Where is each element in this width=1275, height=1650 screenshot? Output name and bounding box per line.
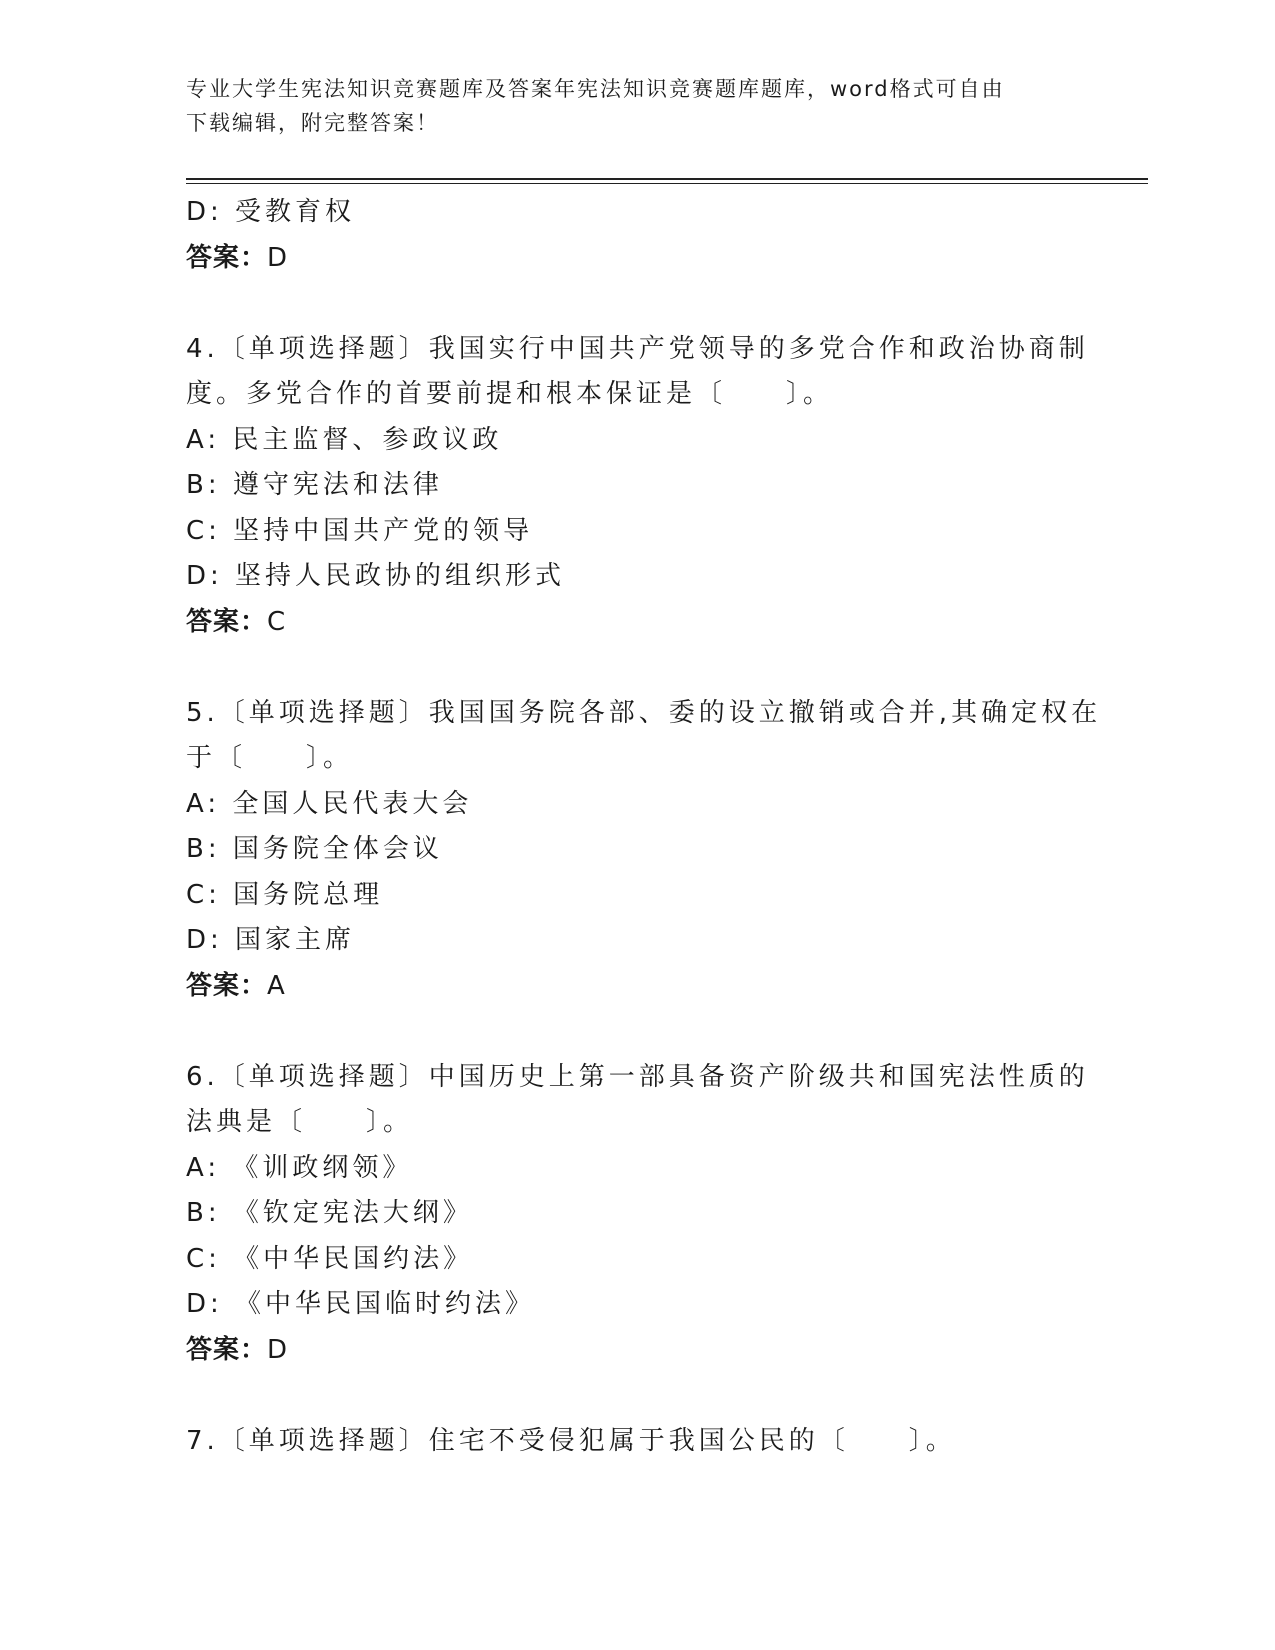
answer-label: 答案：	[186, 1334, 268, 1365]
answer-line	[186, 964, 1086, 1010]
option-a: A: 全国人民代表大会	[186, 788, 473, 819]
question-6	[186, 1055, 1089, 1374]
option-a: A: 民主监督、参政议政	[186, 424, 503, 455]
answer-value: C	[267, 606, 287, 637]
spacer	[186, 1009, 1086, 1055]
answer-value: D	[267, 242, 289, 273]
answer-label: 答案：	[186, 242, 268, 273]
answer-line	[186, 1328, 1086, 1374]
header-divider-thin	[186, 183, 1148, 184]
question-3-tail	[186, 190, 1086, 281]
question-7	[186, 1419, 1086, 1465]
question-stem-line-1: 4.〔单项选择题〕我国实行中国共产党领导的多党合作和政治协商制	[186, 333, 1089, 364]
option-c: C: 坚持中国共产党的领导	[186, 515, 534, 546]
answer-value: A	[267, 970, 286, 1001]
answer-line	[186, 600, 1086, 646]
option-c: C: 《中华民国约法》	[186, 1243, 474, 1274]
option-d: D: 坚持人民政协的组织形式	[186, 561, 566, 591]
answer-value: D	[267, 1334, 289, 1365]
answer-label: 答案：	[186, 970, 268, 1001]
option-d: D: 《中华民国临时约法》	[186, 1289, 536, 1319]
header-line-2: 下载编辑，附完整答案！	[186, 111, 439, 135]
option-d: D: 国家主席	[186, 925, 356, 955]
question-list	[186, 190, 1102, 1464]
option-d: D: 受教育权	[186, 197, 356, 227]
question-stem-line-2: 于〔 〕。	[186, 743, 354, 773]
question-stem-line-2: 法典是〔 〕。	[186, 1107, 414, 1137]
option-c: C: 国务院总理	[186, 879, 384, 910]
option-b: B: 《钦定宪法大纲》	[186, 1198, 473, 1228]
question-stem-line-1: 6.〔单项选择题〕中国历史上第一部具备资产阶级共和国宪法性质的	[186, 1061, 1089, 1092]
spacer	[186, 645, 1086, 691]
answer-line	[186, 236, 1086, 282]
question-5	[186, 691, 1102, 1010]
document-header	[186, 72, 1086, 140]
option-a: A: 《训政纲领》	[186, 1152, 413, 1183]
header-divider-thick	[186, 178, 1148, 180]
option-b: B: 遵守宪法和法律	[186, 470, 443, 500]
question-stem-line-1: 5.〔单项选择题〕我国国务院各部、委的设立撤销或合并,其确定权在	[186, 697, 1102, 728]
question-stem-line-1: 7.〔单项选择题〕住宅不受侵犯属于我国公民的〔 〕。	[186, 1425, 956, 1456]
question-4	[186, 327, 1089, 646]
spacer	[186, 281, 1086, 327]
spacer	[186, 1373, 1086, 1419]
answer-label: 答案：	[186, 606, 268, 637]
question-stem-line-2: 度。多党合作的首要前提和根本保证是〔 〕。	[186, 379, 834, 409]
header-line-1: 专业大学生宪法知识竞赛题库及答案年宪法知识竞赛题库题库，word格式可自由	[186, 77, 1005, 101]
option-b: B: 国务院全体会议	[186, 834, 443, 864]
